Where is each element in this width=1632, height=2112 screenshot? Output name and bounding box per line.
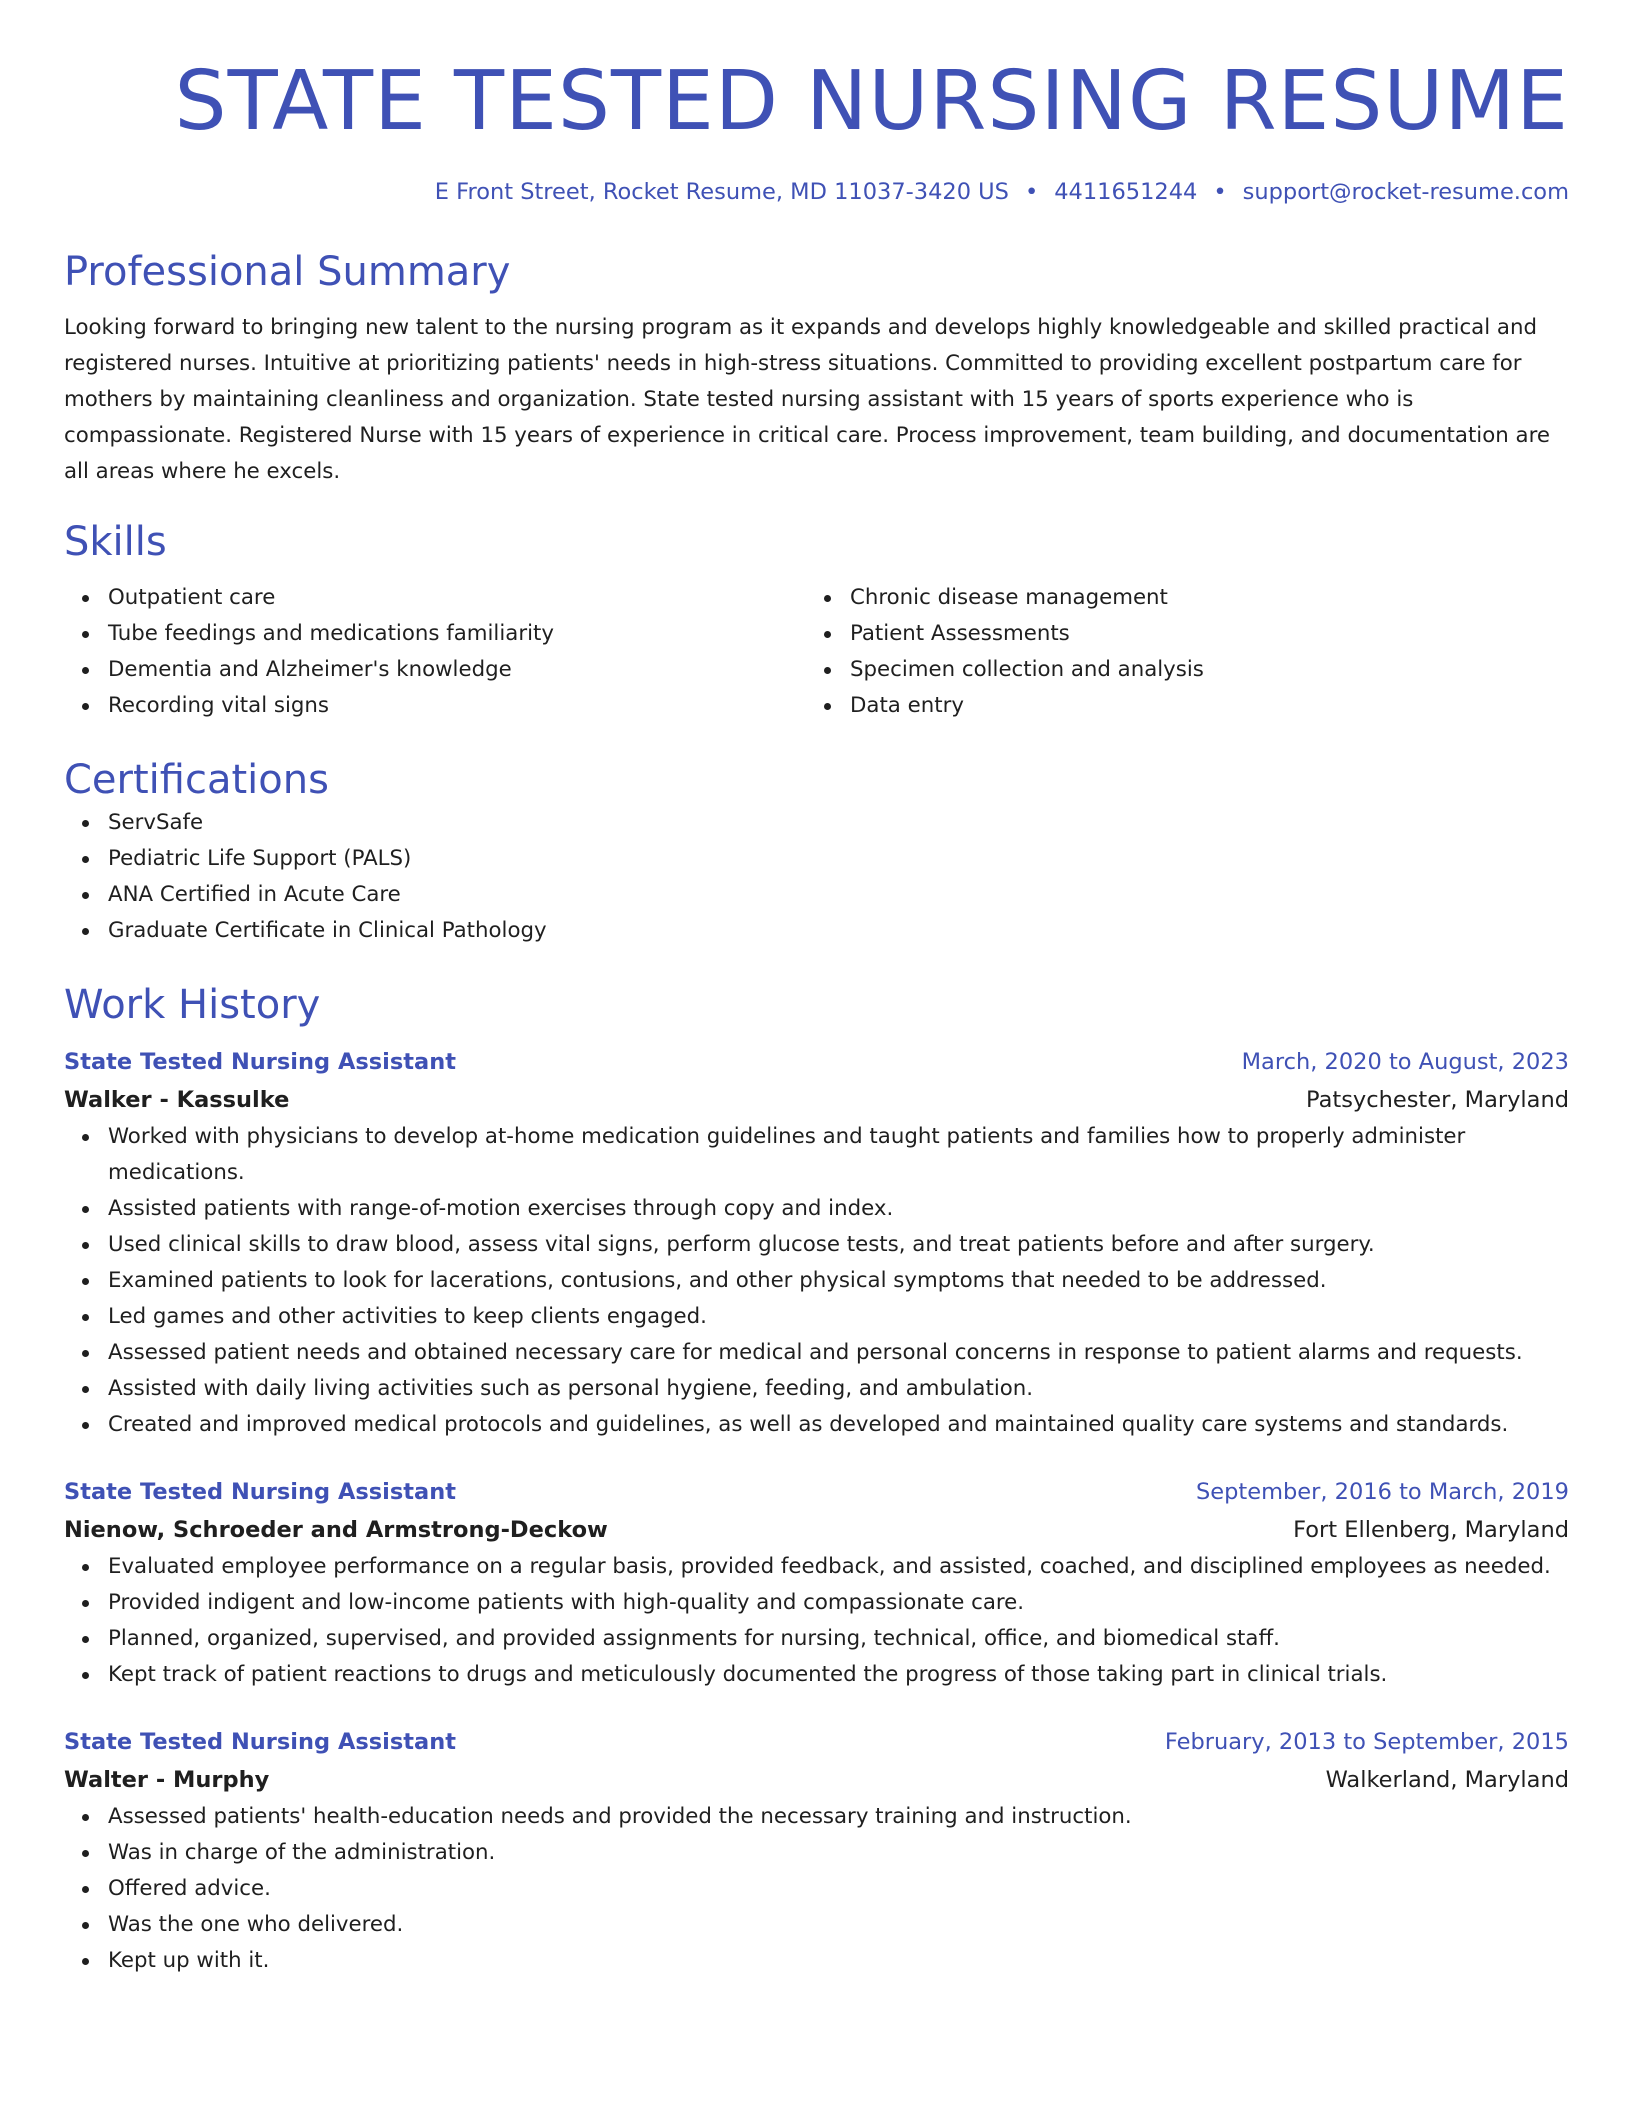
contact-line [64, 177, 1569, 207]
skills-list-left [64, 580, 806, 724]
job-duty-item: Offered advice. [64, 1871, 1569, 1907]
job-duty-item: Kept track of patient reactions to drugs and meticulously documented the progress of those taking part in clinical trials. [64, 1657, 1569, 1693]
skills-list-right [806, 580, 1548, 724]
contact-separator: • [1024, 179, 1039, 205]
skills-column-left [64, 580, 806, 724]
job-dates: September, 2016 to March, 2019 [1196, 1479, 1569, 1505]
job-company: Walter - Murphy [64, 1767, 270, 1793]
skill-item: Data entry [806, 688, 1548, 724]
job-employer-row [64, 1761, 1569, 1799]
certification-item: ANA Certified in Acute Care [64, 877, 1569, 913]
job-duty-item: Examined patients to look for lacerations, contusions, and other physical symptoms that needed to be addressed. [64, 1263, 1569, 1299]
job-title: State Tested Nursing Assistant [64, 1049, 456, 1075]
job-duty-item: Worked with physicians to develop at-home medication guidelines and taught patients and families how to properly administer medications. [64, 1119, 1569, 1191]
job-title: State Tested Nursing Assistant [64, 1479, 456, 1505]
certification-item: ServSafe [64, 805, 1569, 841]
summary-text: Looking forward to bringing new talent to the nursing program as it expands and develops highly knowledgeable and skilled practical and registered nurses. Intuitive at prioritizing patients' needs in high-stress situations. Committed to providing excellent postpartum care for mothers by maintaining cleanliness and organization. State tested nursing assistant with 15 years of sports experience who is compassionate. Registered Nurse with 15 years of experience in critical care. Process improvement, team building, and documentation are all areas where he excels. [64, 315, 1550, 484]
contact-separator: • [1213, 179, 1227, 205]
job-dates: March, 2020 to August, 2023 [1241, 1049, 1569, 1075]
job-duty-item: Planned, organized, supervised, and provided assignments for nursing, technical, office, and biomedical staff. [64, 1621, 1569, 1657]
job-entry [64, 1723, 1569, 1979]
job-location: Walkerland, Maryland [1325, 1767, 1569, 1793]
skill-item: Dementia and Alzheimer's knowledge [64, 652, 806, 688]
job-location: Fort Ellenberg, Maryland [1293, 1517, 1569, 1543]
job-company: Walker - Kassulke [64, 1087, 290, 1113]
job-duty-item: Assessed patients' health-education needs and provided the necessary training and instruction. [64, 1799, 1569, 1835]
job-duty-item: Evaluated employee performance on a regular basis, provided feedback, and assisted, coached, and disciplined employees as needed. [64, 1549, 1569, 1585]
work-history-heading: Work History [64, 982, 321, 1028]
job-duty-item: Assessed patient needs and obtained necessary care for medical and personal concerns in response to patient alarms and requests. [64, 1335, 1569, 1371]
job-company: Nienow, Schroeder and Armstrong-Deckow [64, 1517, 608, 1543]
resume-title: STATE TESTED NURSING RESUME [174, 54, 1569, 149]
certification-item: Graduate Certificate in Clinical Pathology [64, 913, 1569, 949]
job-duties-list [64, 1119, 1569, 1443]
job-duty-item: Was the one who delivered. [64, 1907, 1569, 1943]
job-duties-list [64, 1549, 1569, 1693]
skill-item: Recording vital signs [64, 688, 806, 724]
skills-grid [64, 580, 1569, 724]
job-header-row [64, 1723, 1569, 1761]
skill-item: Specimen collection and analysis [806, 652, 1548, 688]
certifications-heading: Certifications [64, 757, 329, 803]
skill-item: Tube feedings and medications familiarity [64, 616, 806, 652]
job-employer-row [64, 1081, 1569, 1119]
skill-item: Chronic disease management [806, 580, 1548, 616]
contact-email: support@rocket-resume.com [1242, 179, 1569, 205]
job-entry [64, 1473, 1569, 1693]
job-duty-item: Assisted with daily living activities such as personal hygiene, feeding, and ambulation. [64, 1371, 1569, 1407]
job-duty-item: Was in charge of the administration. [64, 1835, 1569, 1871]
certifications-list [64, 805, 1569, 949]
job-employer-row [64, 1511, 1569, 1549]
job-title: State Tested Nursing Assistant [64, 1729, 456, 1755]
job-entry [64, 1043, 1569, 1443]
contact-phone: 4411651244 [1054, 179, 1198, 205]
skill-item: Patient Assessments [806, 616, 1548, 652]
job-duties-list [64, 1799, 1569, 1979]
job-header-row [64, 1043, 1569, 1081]
certification-item: Pediatric Life Support (PALS) [64, 841, 1569, 877]
job-duty-item: Kept up with it. [64, 1943, 1569, 1979]
job-duty-item: Created and improved medical protocols and guidelines, as well as developed and maintained quality care systems and standards. [64, 1407, 1569, 1443]
job-dates: February, 2013 to September, 2015 [1164, 1729, 1569, 1755]
job-duty-item: Used clinical skills to draw blood, assess vital signs, perform glucose tests, and treat patients before and after surgery. [64, 1227, 1569, 1263]
contact-address: E Front Street, Rocket Resume, MD 11037-3420 US [434, 179, 1009, 205]
job-header-row [64, 1473, 1569, 1511]
job-location: Patsychester, Maryland [1306, 1087, 1569, 1113]
job-duty-item: Led games and other activities to keep clients engaged. [64, 1299, 1569, 1335]
job-duty-item: Assisted patients with range-of-motion exercises through copy and index. [64, 1191, 1569, 1227]
skills-heading: Skills [64, 519, 167, 565]
job-duty-item: Provided indigent and low-income patients with high-quality and compassionate care. [64, 1585, 1569, 1621]
summary-heading: Professional Summary [64, 249, 511, 295]
skill-item: Outpatient care [64, 580, 806, 616]
skills-column-right [806, 580, 1548, 724]
